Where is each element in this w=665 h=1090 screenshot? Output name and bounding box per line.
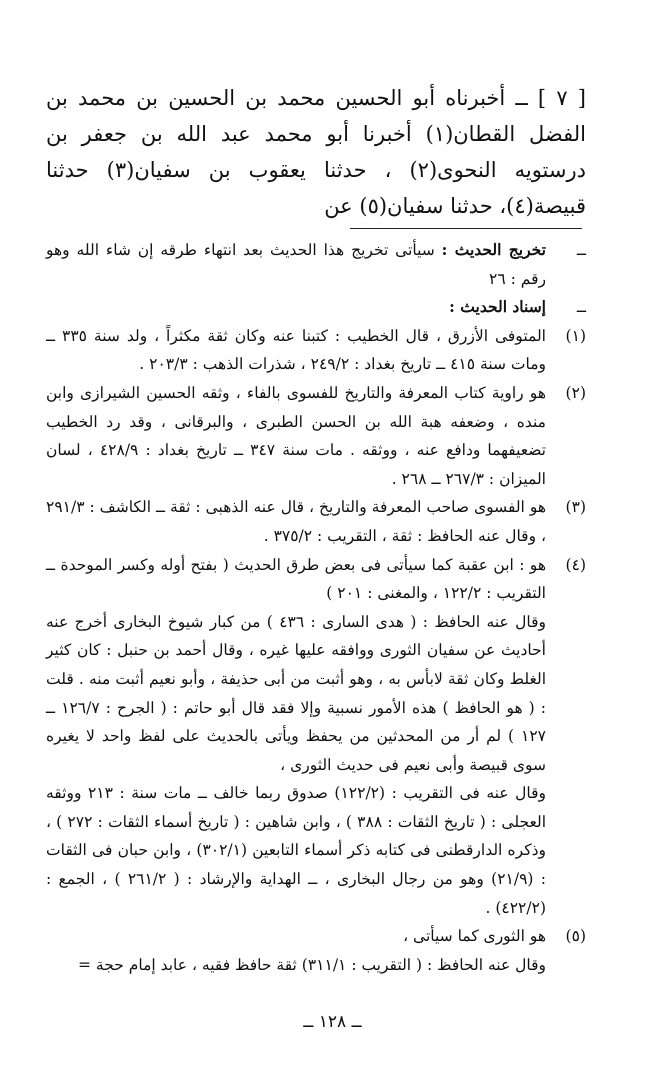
footnote-2 (46, 379, 586, 493)
note-heading: إسناد الحديث : (449, 297, 546, 317)
note-text: هو الفسوى صاحب المعرفة والتاريخ ، قال عنه الذهبى : ثقة ــ الكاشف : ٢٩١/٣ ، وقال عنه الحافظ : ثقة ، التقريب : ٣٧٥/٢ . (46, 498, 546, 545)
hadith-chain-paragraph: [ ٧ ] ــ أخبرناه أبو الحسين محمد بن الحسين بن محمد بن الفضل القطان(١) أخبرنا أبو محمد عبد الله بن جعفر بن درستويه النحوى(٢) ، حدثنا يعقوب بن سفيان(٣) حدثنا قبيصة(٤)، حدثنا سفيان(٥) عن (46, 86, 587, 218)
footnote-4-continuation: وقال عنه فى التقريب : (١٢٢/٢) صدوق ربما خالف ــ مات سنة : ٢١٣ ووثقه العجلى : ( تاريخ الثقات : ٣٨٨ ) ، وابن شاهين : ( تاريخ أسماء الثقات : ٢٧٢ ) ، وذكره الدارقطنى فى كتابه ذكر أسماء التابعين (٣٠٢/١) ، وابن حبان فى الثقات : (٢١/٩) وهو من رجال البخارى ، ــ الهداية والإرشاد : ( ٢٦١/٢ ) ، الجمع : (٤٢٢/٢) . (46, 784, 547, 917)
note-marker: (٤) (565, 555, 586, 574)
note-text: المتوفى الأزرق ، قال الخطيب : كتبنا عنه وكان ثقة مكثراً ، ولد سنة ٣٣٥ ــ ومات سنة ٤١٥ ــ تاريخ بغداد : ٢٤٩/٢ ، شذرات الذهب : ٢٠٣/٣ . (46, 326, 546, 374)
note-takhrij (46, 236, 586, 293)
note-marker: (١) (565, 326, 586, 345)
footnote-4 (46, 551, 586, 608)
footnote-separator (350, 228, 582, 229)
footnote-4-continuation: وقال عنه الحافظ : ( هدى السارى : ٤٣٦ ) من كبار شيوخ البخارى أخرج عنه أحاديث عن سفيان الثورى ووافقه عليها غيره ، وقال أحمد بن حنبل : كان كثير الغلط وكان ثقة لابأس به ، وهو أثبت من أبى حذيفة ، وأبو نعيم أثبت منه . قلت : ( هو الحافظ ) هذه الأمور نسبية وإلا فقد قال أبو حاتم : ( الجرح : ١٢٦/٧ ــ ١٢٧ ) لم أر من المحدثين من يحفظ ويأتى بالحديث على لفظ واحد لا يغيره سوى قبيصة وأبى نعيم فى حديث الثورى ، (46, 612, 546, 774)
note-heading: تخريج الحديث : (441, 240, 546, 259)
note-marker: ــ (576, 241, 586, 259)
footnote-3 (46, 493, 586, 550)
note-marker: (٥) (565, 927, 586, 946)
footnote-1 (46, 322, 586, 379)
note-text: سيأتى تخريج هذا الحديث بعد انتهاء طرقه إن شاء الله وهو رقم : ٢٦ (46, 241, 546, 288)
footnote-5 (46, 922, 586, 951)
note-marker: ــ (576, 298, 586, 317)
note-marker: (٢) (565, 383, 586, 402)
page-number: ــ ١٢٨ ــ (303, 1012, 362, 1032)
footnote-5-continuation: وقال عنه الحافظ : ( التقريب : ٣١١/١) ثقة حافظ فقيه ، عابد إمام حجة = (78, 955, 546, 974)
footnotes (46, 236, 586, 979)
note-text: هو الثورى كما سيأتى ، (403, 927, 546, 946)
note-text: هو : ابن عقبة كما سيأتى فى بعض طرق الحديث ( بفتح أوله وكسر الموحدة ــ التقريب : ١٢٢/٢ ، والمغنى : ٢٠١ ) (46, 555, 546, 603)
note-isnad-heading (46, 293, 586, 322)
note-text: هو راوية كتاب المعرفة والتاريخ للفسوى بالفاء ، وثقه الحسين الشيرازى وابن منده ، وضعفه هبة الله بن الحسن الطبرى ، والبرقانى ، وقد رد الخطيب تضعيفهما ودافع عنه ، ووثقه . مات سنة ٣٤٧ ــ تاريخ بغداد : ٤٢٨/٩ ، لسان الميزان : ٢٦٧/٣ ــ ٢٦٨ . (46, 383, 546, 488)
note-marker: (٣) (565, 498, 586, 517)
main-text (46, 80, 586, 224)
